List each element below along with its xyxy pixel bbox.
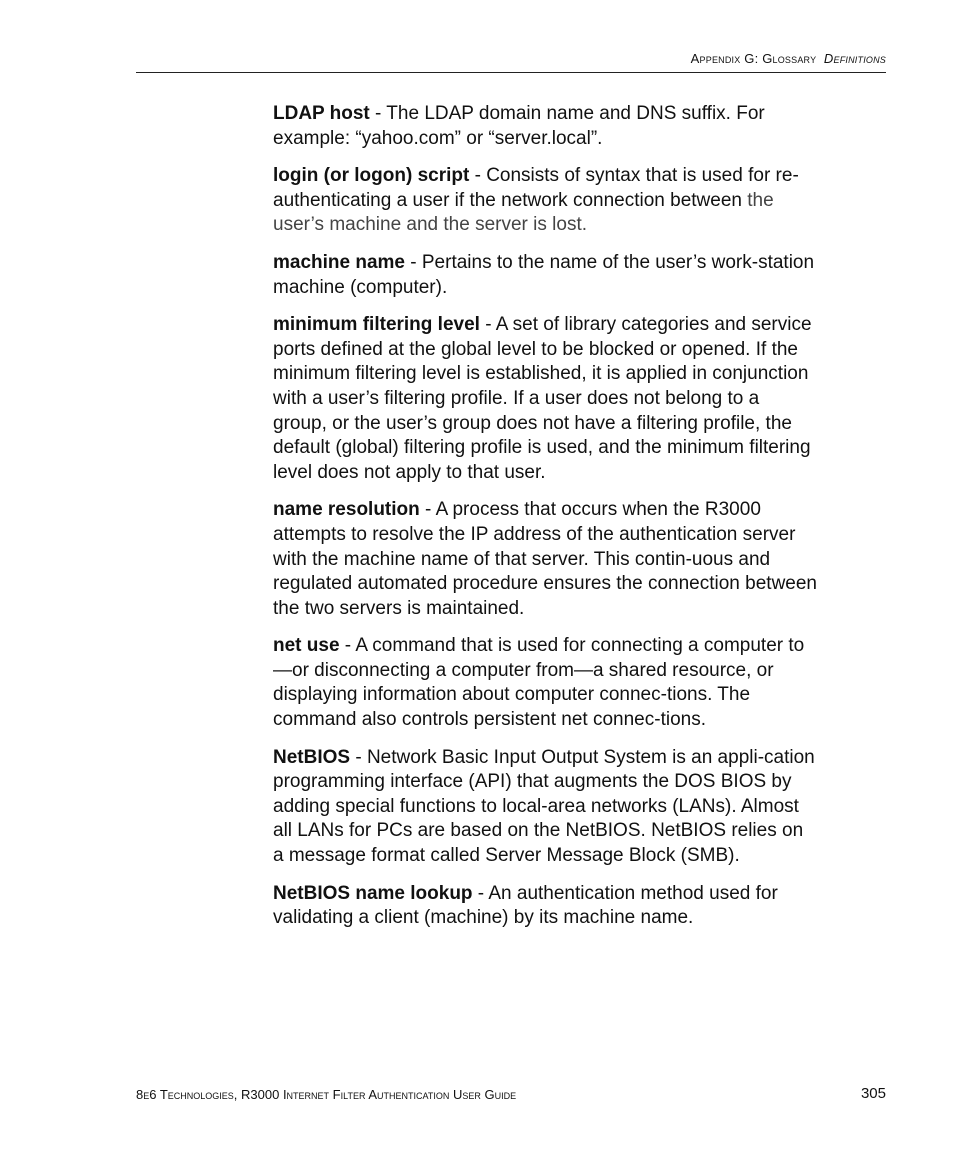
glossary-entry-netbios — [273, 746, 818, 869]
header-section: Appendix G: Glossary — [690, 51, 817, 66]
footer-guide-title: 8e6 Technologies, R3000 Internet Filter Authentication User Guide — [136, 1087, 517, 1102]
glossary-term: NetBIOS name lookup — [273, 882, 473, 904]
glossary-definition: - Network Basic Input Output System is an appli-cation programming interface (API) that augments the DOS BIOS by adding special functions to local-area networks (LANs). Almost all LANs for PCs are based on the NetBIOS. NetBIOS relies on a message format called Server Message Block (SMB). — [273, 746, 815, 867]
glossary-entry-net-use — [273, 634, 818, 732]
glossary-definition: - A command that is used for connecting a computer to—or disconnecting a computer from—a shared resource, or displaying information about computer connec-tions. The command also controls persistent net connec-tions. — [273, 635, 805, 731]
glossary-term: name resolution — [273, 499, 420, 521]
glossary-term: net use — [273, 635, 340, 657]
header-subsection: Definitions — [823, 51, 886, 66]
glossary-definition: - A process that occurs when the R3000 attempts to resolve the IP address of the authentication server with the machine name of that server. This contin-uous and regulated automated procedure ensures the connection between the two servers is maintained. — [273, 499, 817, 619]
glossary-entry-login-script — [273, 164, 818, 238]
glossary-entry-name-resolution — [273, 498, 818, 621]
glossary-entry-netbios-name-lookup — [273, 882, 818, 931]
glossary-definition-continued: the user’s machine and the server is lost. — [273, 189, 774, 236]
glossary-entry-machine-name — [273, 251, 818, 300]
glossary-definition: - Pertains to the name of the user’s work-station machine (computer). — [273, 251, 815, 298]
glossary-entry-ldap-host — [273, 102, 818, 151]
glossary-term: login (or logon) script — [273, 165, 470, 187]
glossary-body — [273, 102, 818, 944]
glossary-definition: - The LDAP domain name and DNS suffix. For example: “yahoo.com” or “server.local”. — [273, 103, 765, 149]
header-divider — [136, 72, 886, 73]
page-number: 305 — [860, 1085, 886, 1102]
glossary-definition: - Consists of syntax that is used for re-authenticating a user if the network connection between — [273, 165, 799, 211]
glossary-definition: - A set of library categories and service ports defined at the global level to be blocked or opened. If the minimum filtering level is established, it is applied in conjunction with a user’s filtering profile. If a user does not belong to a group, or the user’s group does not have a filtering profile, the default (global) filtering profile is used, and the minimum filtering level does not apply to that user. — [273, 314, 812, 483]
glossary-entry-minimum-filtering-level — [273, 313, 818, 485]
glossary-term: machine name — [273, 251, 405, 273]
running-header — [691, 51, 886, 66]
glossary-definition: - An authentication method used for validating a client (machine) by its machine name. — [273, 882, 778, 929]
glossary-term: minimum filtering level — [273, 314, 480, 336]
glossary-term: NetBIOS — [273, 746, 351, 768]
glossary-term: LDAP host — [273, 103, 370, 124]
